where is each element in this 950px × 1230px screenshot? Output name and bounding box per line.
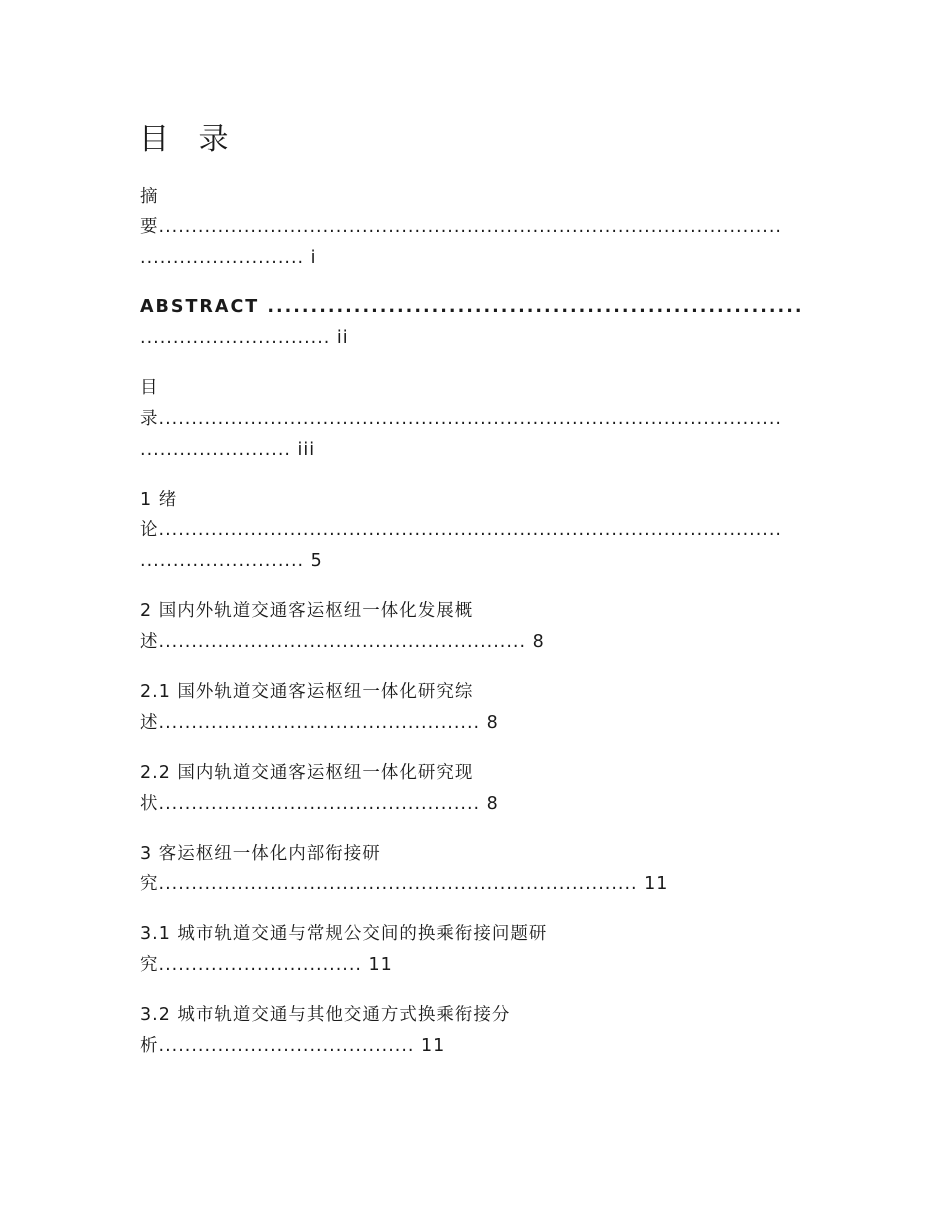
toc-entry-abstract-en-line1[interactable]: ABSTRACT .............................................................. xyxy=(140,297,804,317)
toc-entry-chapter1-line2[interactable]: 论............................................................................................... xyxy=(140,520,782,540)
toc-entry-chapter1-line3[interactable]: ......................... 5 xyxy=(140,551,323,571)
toc-entry-section2-2-line1[interactable]: 2.2 国内轨道交通客运枢纽一体化研究现 xyxy=(140,763,474,783)
toc-entry-chapter1-line1[interactable]: 1 绪 xyxy=(140,490,178,510)
toc-entry-section3-2-line1[interactable]: 3.2 城市轨道交通与其他交通方式换乘衔接分 xyxy=(140,1005,511,1025)
toc-entry-section3-2-line2[interactable]: 析....................................... 11 xyxy=(140,1036,446,1056)
toc-entry-abstract-cn-line2[interactable]: 要............................................................................................... xyxy=(140,217,782,237)
toc-entry-section2-2-line2[interactable]: 状................................................. 8 xyxy=(140,794,499,814)
toc-entry-section3-1-line2[interactable]: 究............................... 11 xyxy=(140,955,393,975)
toc-entry-section3-1-line1[interactable]: 3.1 城市轨道交通与常规公交间的换乘衔接问题研 xyxy=(140,924,548,944)
toc-entry-abstract-cn-line3[interactable]: ......................... i xyxy=(140,248,317,268)
toc-entry-contents-line1[interactable]: 目 xyxy=(140,378,159,398)
toc-entry-contents-line2[interactable]: 录............................................................................................... xyxy=(140,409,782,429)
toc-entry-section2-1-line1[interactable]: 2.1 国外轨道交通客运枢纽一体化研究综 xyxy=(140,682,474,702)
toc-entry-chapter2-line1[interactable]: 2 国内外轨道交通客运枢纽一体化发展概 xyxy=(140,601,474,621)
toc-entry-chapter3-line1[interactable]: 3 客运枢纽一体化内部衔接研 xyxy=(140,844,381,864)
toc-entry-section2-1-line2[interactable]: 述................................................. 8 xyxy=(140,713,499,733)
toc-entry-chapter3-line2[interactable]: 究......................................................................... 11 xyxy=(140,874,669,894)
toc-entry-abstract-cn-line1[interactable]: 摘 xyxy=(140,187,159,207)
toc-entry-contents-line3[interactable]: ....................... iii xyxy=(140,440,316,460)
toc-entry-abstract-en-line2[interactable]: ............................. ii xyxy=(140,328,349,348)
toc-entry-chapter2-line2[interactable]: 述........................................................ 8 xyxy=(140,632,545,652)
page-title: 目 录 xyxy=(139,122,239,157)
